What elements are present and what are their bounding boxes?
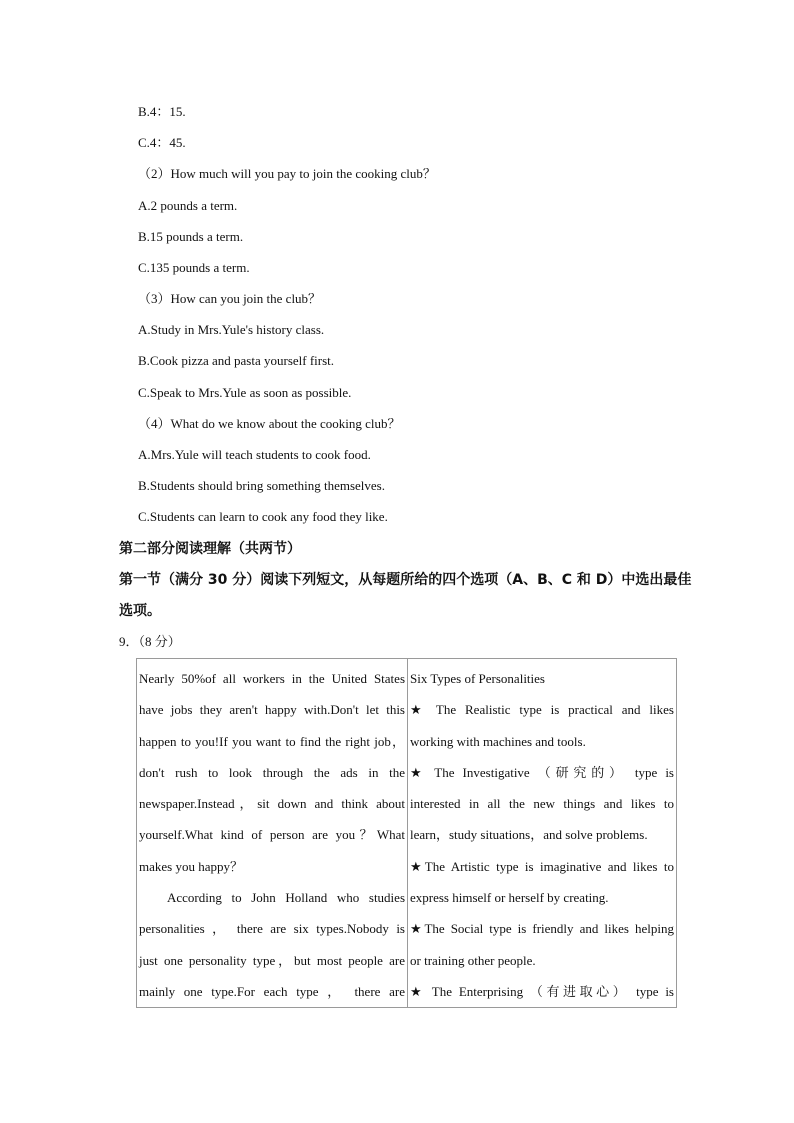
personality-line: working with machines and tools. xyxy=(410,733,586,749)
option-c-q3: C.Speak to Mrs.Yule as soon as possible. xyxy=(138,385,352,400)
option-a-q3: A.Study in Mrs.Yule's history class. xyxy=(138,322,325,337)
personality-line: ★ The Investigative （研究的） type is xyxy=(410,764,674,780)
option-c-q2: C.135 pounds a term. xyxy=(138,260,250,275)
question-3: （3）How can you join the club？ xyxy=(138,291,322,306)
personalities-title: Six Types of Personalities xyxy=(410,671,545,686)
section-instruction: 第一节（满分 30 分）阅读下列短文，从每题所给的四个选项（A、B、C 和 D）中选出最佳 xyxy=(119,572,692,588)
passage-line: makes you happy？ xyxy=(139,858,243,874)
question-4: （4）What do we know about the cooking club？ xyxy=(138,416,401,431)
personality-line: ★ The Realistic type is practical and likes xyxy=(410,702,674,718)
personalities-cell xyxy=(408,659,677,1008)
passage-line: According to John Holland who studies xyxy=(167,890,405,906)
passage-line: don't rush to look through the ads in the xyxy=(139,764,405,780)
option-b-q3: B.Cook pizza and pasta yourself first. xyxy=(138,353,335,368)
passage-line: personalities ， there are six types.Nobody is xyxy=(139,921,405,937)
option-b-q1: B.4：15. xyxy=(138,104,186,119)
reading-table xyxy=(136,658,677,1008)
part-title: 第二部分阅读理解（共两节） xyxy=(119,541,301,557)
option-c-q4: C.Students can learn to cook any food they like. xyxy=(138,509,388,524)
personality-line: ★The Social type is friendly and likes helping xyxy=(410,921,674,937)
personality-line: ★ The Enterprising （有进取心） type is xyxy=(410,983,674,999)
question-2: （2）How much will you pay to join the cooking club？ xyxy=(138,166,436,181)
passage-line: Nearly 50%of all workers in the United States xyxy=(139,671,405,686)
passage-line: just one personality type，but most people are xyxy=(139,952,405,968)
passage-line: newspaper.Instead，sit down and think about xyxy=(139,796,405,812)
section-instruction-cont: 选项。 xyxy=(119,603,161,619)
personality-line: ★The Artistic type is imaginative and likes to xyxy=(410,858,674,874)
option-a-q2: A.2 pounds a term. xyxy=(138,198,238,213)
passage-line: have jobs they aren't happy with.Don't let this xyxy=(139,702,405,718)
personality-line: learn，study situations，and solve problems. xyxy=(410,827,648,843)
passage-line: yourself.What kind of person are you？What xyxy=(139,827,405,843)
passage-line: mainly one type.For each type ， there are xyxy=(139,983,405,999)
option-b-q2: B.15 pounds a term. xyxy=(138,229,244,244)
option-b-q4: B.Students should bring something themselves. xyxy=(138,478,385,493)
passage-cell xyxy=(137,659,408,1008)
personality-line: express himself or herself by creating. xyxy=(410,890,609,906)
option-a-q4: A.Mrs.Yule will teach students to cook food. xyxy=(138,447,371,462)
personality-line: interested in all the new things and likes to xyxy=(410,796,674,812)
personality-line: or training other people. xyxy=(410,952,536,968)
option-c-q1: C.4：45. xyxy=(138,135,186,150)
question-number: 9．（8 分） xyxy=(119,634,181,649)
passage-line: happen to you!If you want to find the right job， xyxy=(139,733,405,749)
